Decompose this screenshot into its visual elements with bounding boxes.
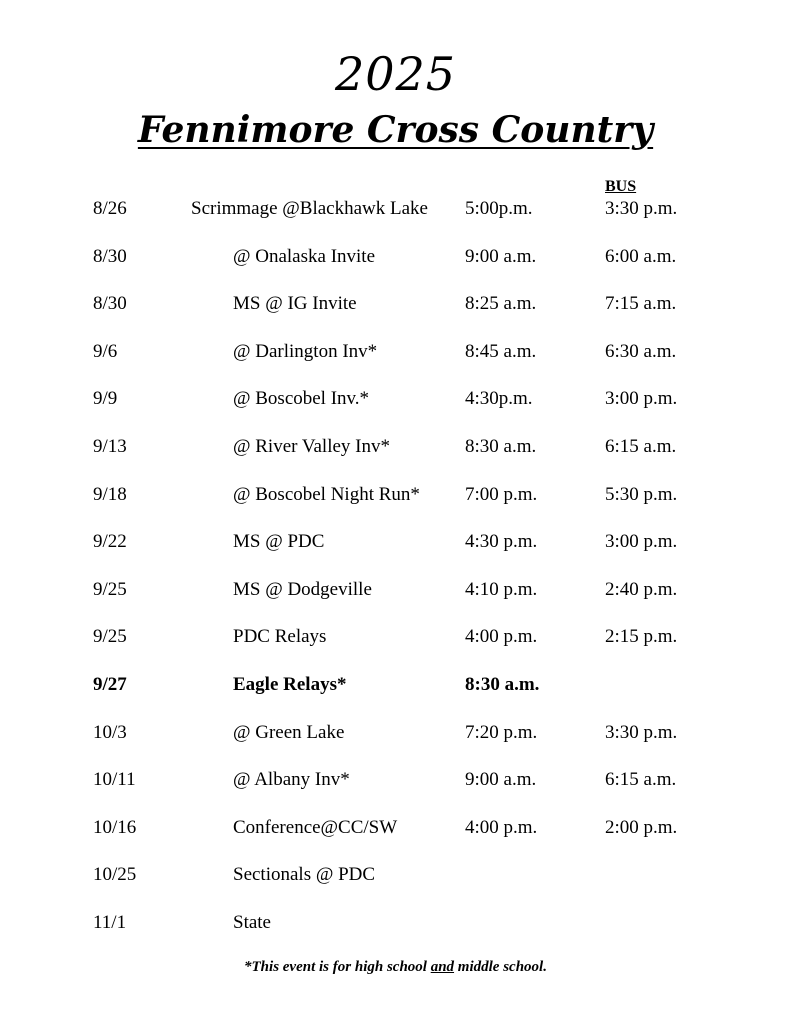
event-date: 8/26: [93, 198, 127, 219]
schedule-row: [0, 481, 791, 529]
bus-time: 5:30 p.m.: [605, 483, 678, 505]
event-name: Conference@CC/SW: [233, 816, 398, 838]
event-date: 9/6: [93, 340, 118, 362]
event-name: Scrimmage @Blackhawk Lake: [191, 198, 428, 219]
event-time: 9:00 a.m.: [465, 245, 537, 267]
event-date: 9/27: [93, 673, 127, 695]
event-time: 4:30p.m.: [465, 388, 533, 410]
schedule-row: [0, 766, 791, 814]
event-date: 9/13: [93, 435, 127, 457]
bus-time: 3:30 p.m.: [605, 721, 678, 743]
event-name: MS @ PDC: [233, 531, 325, 553]
team-title: [0, 106, 791, 154]
event-time: 9:00 a.m.: [465, 769, 537, 791]
event-name: @ Boscobel Inv.*: [233, 388, 370, 410]
event-date: 9/25: [93, 626, 127, 648]
bus-time: 2:15 p.m.: [605, 626, 678, 648]
bus-time: 6:00 a.m.: [605, 245, 677, 267]
event-date: 10/3: [93, 721, 127, 743]
event-time: 7:00 p.m.: [465, 483, 538, 505]
year-heading: 2025: [334, 47, 457, 101]
event-date: 8/30: [93, 245, 127, 267]
event-name: @ Green Lake: [233, 721, 345, 743]
event-name: State: [233, 911, 271, 933]
event-time: 5:00p.m.: [465, 198, 533, 219]
event-time: 7:20 p.m.: [465, 721, 538, 743]
event-name: Sectionals @ PDC: [233, 864, 376, 886]
event-date: 10/11: [93, 769, 136, 791]
event-name: @ River Valley Inv*: [233, 435, 390, 457]
schedule-row: [0, 385, 791, 433]
schedule-row: [0, 719, 791, 767]
event-time: 8:30 a.m.: [465, 673, 540, 695]
bus-time: 7:15 a.m.: [605, 293, 677, 315]
event-time: 4:00 p.m.: [465, 816, 538, 838]
schedule-row: [0, 623, 791, 671]
team-title-text: Fennimore Cross Country: [137, 109, 654, 151]
event-date: 11/1: [93, 911, 127, 933]
event-date: 10/16: [93, 816, 137, 838]
bus-column-header: BUS: [605, 178, 637, 195]
event-name: @ Darlington Inv*: [233, 340, 378, 362]
bus-time: 3:30 p.m.: [605, 198, 678, 219]
footnote-text-end: middle school.: [454, 959, 547, 975]
event-date: 8/30: [93, 293, 127, 315]
schedule-row: [0, 195, 791, 243]
bus-time: 6:15 a.m.: [605, 769, 677, 791]
schedule-row: [0, 243, 791, 291]
footnote: [0, 957, 791, 977]
schedule-table: [0, 195, 791, 957]
event-name: @ Albany Inv*: [233, 769, 350, 791]
event-name: MS @ Dodgeville: [233, 578, 372, 600]
bus-time: 6:15 a.m.: [605, 435, 677, 457]
schedule-row: [0, 338, 791, 386]
schedule-row: [0, 433, 791, 481]
event-time: 8:25 a.m.: [465, 293, 537, 315]
event-date: 9/25: [93, 578, 127, 600]
event-date: 9/9: [93, 388, 118, 410]
schedule-row: [0, 576, 791, 624]
bus-time: 2:40 p.m.: [605, 578, 678, 600]
bus-time: 2:00 p.m.: [605, 816, 678, 838]
bus-time: 3:00 p.m.: [605, 531, 678, 553]
event-time: 8:30 a.m.: [465, 435, 537, 457]
schedule-row: [0, 909, 791, 957]
event-name: MS @ IG Invite: [233, 293, 357, 315]
footnote-text-start: *This event is for high school: [244, 959, 431, 975]
event-date: 9/18: [93, 483, 127, 505]
schedule-row: [0, 861, 791, 909]
event-name: Eagle Relays*: [233, 673, 347, 695]
event-name: @ Boscobel Night Run*: [233, 483, 420, 505]
event-date: 10/25: [93, 864, 137, 886]
footnote-emphasis: and: [430, 959, 455, 975]
bus-time: 6:30 a.m.: [605, 340, 677, 362]
event-time: 4:00 p.m.: [465, 626, 538, 648]
event-name: PDC Relays: [233, 626, 327, 648]
event-date: 9/22: [93, 531, 127, 553]
bus-time: 3:00 p.m.: [605, 388, 678, 410]
schedule-row-highlighted: [0, 671, 791, 719]
event-time: 4:10 p.m.: [465, 578, 538, 600]
schedule-row: [0, 528, 791, 576]
schedule-row: [0, 814, 791, 862]
event-time: 4:30 p.m.: [465, 531, 538, 553]
schedule-row: [0, 290, 791, 338]
event-time: 8:45 a.m.: [465, 340, 537, 362]
event-name: @ Onalaska Invite: [233, 245, 376, 267]
